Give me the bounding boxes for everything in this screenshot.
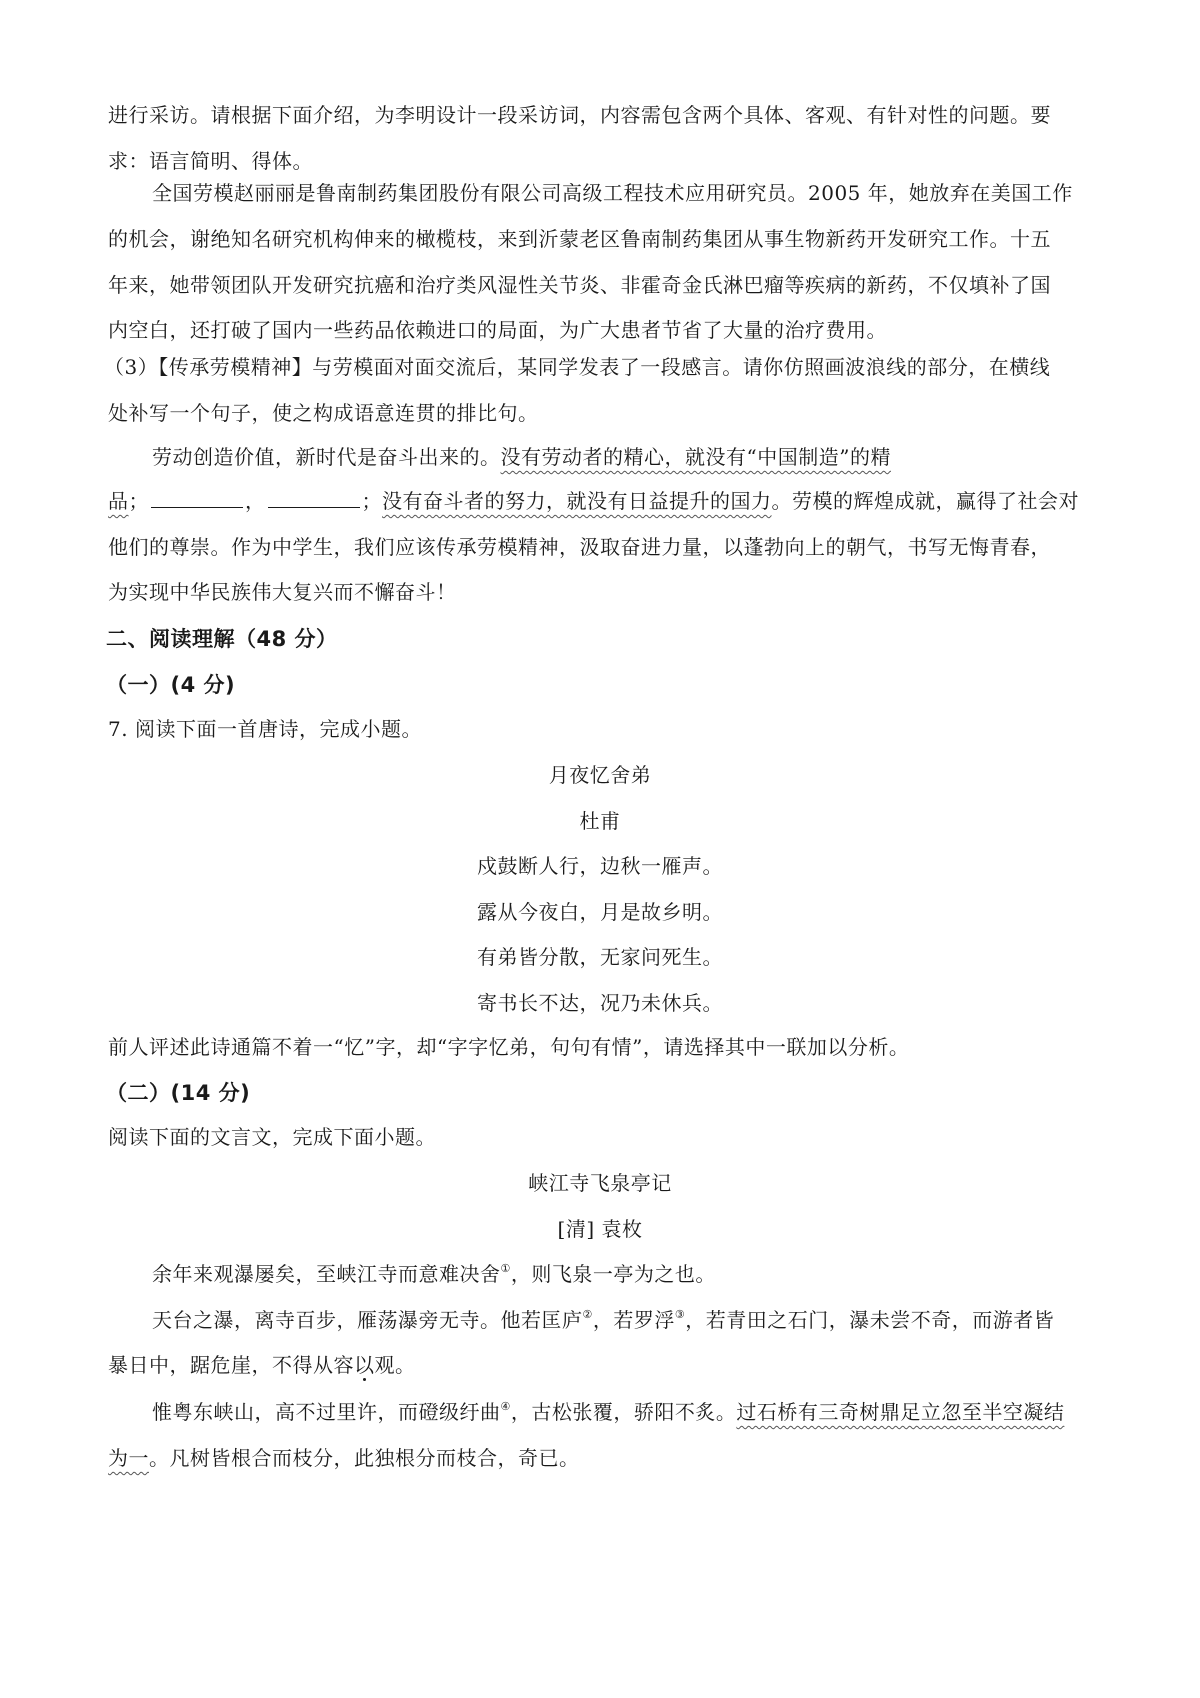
section-2-title: 二、阅读理解（48 分） bbox=[106, 627, 338, 651]
part-2-label: （二）(14 分) bbox=[106, 1081, 251, 1105]
essay-title: 峡江寺飞泉亭记 bbox=[528, 1171, 672, 1195]
essay-text: ，若青田之石门，瀑未尝不奇，而游者皆 bbox=[685, 1308, 1055, 1332]
essay-text: ，若罗浮 bbox=[592, 1308, 675, 1332]
essay-text: 天台之瀑，离寺百步，雁荡瀑旁无寺。他若匡庐 bbox=[152, 1308, 583, 1332]
question-3-line-2: 处补写一个句子，使之构成语意连贯的排比句。 bbox=[108, 401, 539, 425]
bio-line-3: 年来，她带领团队开发研究抗癌和治疗类风湿性关节炎、非霍奇金氏淋巴瘤等疾病的新药，不仅填补了国 bbox=[108, 273, 1051, 297]
speech-line-2 bbox=[108, 478, 1098, 524]
essay-text: 暴日中，踞危崖，不得从容 bbox=[108, 1353, 354, 1377]
essay-paragraph-2-line-2 bbox=[108, 1342, 1098, 1388]
emphasized-character: 以 bbox=[354, 1353, 375, 1377]
essay-paragraph-3-line-2 bbox=[108, 1435, 1098, 1481]
footnote-marker: ④ bbox=[500, 1400, 511, 1413]
wavy-underlined-text: 为一 bbox=[108, 1446, 149, 1470]
bio-line-2: 的机会，谢绝知名研究机构伸来的橄榄枝，来到沂蒙老区鲁南制药集团从事生物新药开发研究工作。十五 bbox=[108, 227, 1051, 251]
bio-line-1: 全国劳模赵丽丽是鲁南制药集团股份有限公司高级工程技术应用研究员。2005 年，她放弃在美国工作 bbox=[152, 181, 1073, 205]
essay-paragraph-1 bbox=[152, 1251, 1098, 1297]
speech-plain-text: 劳动创造价值，新时代是奋斗出来的。 bbox=[152, 445, 501, 469]
part-2-instruction: 阅读下面的文言文，完成下面小题。 bbox=[108, 1125, 436, 1149]
intro-line-1: 进行采访。请根据下面介绍，为李明设计一段采访词，内容需包含两个具体、客观、有针对性的问题。要 bbox=[108, 103, 1051, 127]
wavy-model-sentence-2: 没有奋斗者的努力，就没有日益提升的国力 bbox=[382, 489, 772, 513]
poem-author: 杜甫 bbox=[579, 809, 621, 833]
wavy-model-sentence-1b: 品 bbox=[108, 489, 129, 513]
poem-line: 寄书长不达，况乃未休兵。 bbox=[477, 991, 723, 1015]
answer-blank-1[interactable] bbox=[151, 487, 243, 508]
poem-line: 露从今夜白，月是故乡明。 bbox=[477, 900, 723, 924]
separator: ； bbox=[128, 489, 149, 513]
speech-line-4: 为实现中华民族伟大复兴而不懈奋斗！ bbox=[108, 580, 457, 604]
wavy-underlined-text: 过石桥有三奇树鼎足立忽至半空凝结 bbox=[736, 1400, 1065, 1424]
poem-title: 月夜忆舍弟 bbox=[548, 763, 652, 787]
essay-paragraph-2-line-1 bbox=[152, 1297, 1098, 1343]
footnote-marker: ③ bbox=[674, 1308, 686, 1321]
poem-line: 有弟皆分散，无家问死生。 bbox=[477, 945, 723, 969]
part-1-label: （一）(4 分) bbox=[106, 673, 236, 697]
footnote-marker: ② bbox=[582, 1308, 593, 1321]
footnote-marker: ① bbox=[500, 1262, 511, 1275]
essay-text: 余年来观瀑屡矣，至峡江寺而意难决舍 bbox=[152, 1262, 501, 1286]
essay-paragraph-3-line-1 bbox=[152, 1389, 1098, 1435]
answer-blank-2[interactable] bbox=[268, 487, 360, 508]
essay-text: 惟粤东峡山，高不过里许，而磴级纡曲 bbox=[152, 1400, 501, 1424]
speech-line-3: 他们的尊崇。作为中学生，我们应该传承劳模精神，汲取奋进力量，以蓬勃向上的朝气，书写无悔青春， bbox=[108, 535, 1051, 559]
bio-line-4: 内空白，还打破了国内一些药品依赖进口的局面，为广大患者节省了大量的治疗费用。 bbox=[108, 318, 887, 342]
wavy-model-sentence-1a: 没有劳动者的精心，就没有“中国制造”的精 bbox=[500, 445, 891, 469]
essay-author: [清] 袁枚 bbox=[557, 1217, 643, 1241]
essay-text: 。凡树皆根合而枝分，此独根分而枝合，奇已。 bbox=[149, 1446, 580, 1470]
essay-text: ，古松张覆，骄阳不炙。 bbox=[510, 1400, 737, 1424]
intro-line-2: 求：语言简明、得体。 bbox=[108, 149, 313, 173]
separator: ， bbox=[245, 489, 266, 513]
separator: ； bbox=[361, 489, 382, 513]
question-3-line-1: （3）【传承劳模精神】与劳模面对面交流后，某同学发表了一段感言。请你仿照画波浪线的部分，在横线 bbox=[104, 355, 1051, 379]
question-7: 7. 阅读下面一首唐诗，完成小题。 bbox=[108, 717, 422, 741]
essay-text: 观。 bbox=[374, 1353, 416, 1377]
essay-text: ，则飞泉一亭为之也。 bbox=[510, 1262, 716, 1286]
speech-continuation: 。劳模的辉煌成就，赢得了社会对 bbox=[771, 489, 1079, 513]
poem-line: 戍鼓断人行，边秋一雁声。 bbox=[477, 854, 723, 878]
poem-question: 前人评述此诗通篇不着一“忆”字，却“字字忆弟，句句有情”，请选择其中一联加以分析。 bbox=[108, 1035, 910, 1059]
speech-line-1 bbox=[152, 434, 1098, 480]
